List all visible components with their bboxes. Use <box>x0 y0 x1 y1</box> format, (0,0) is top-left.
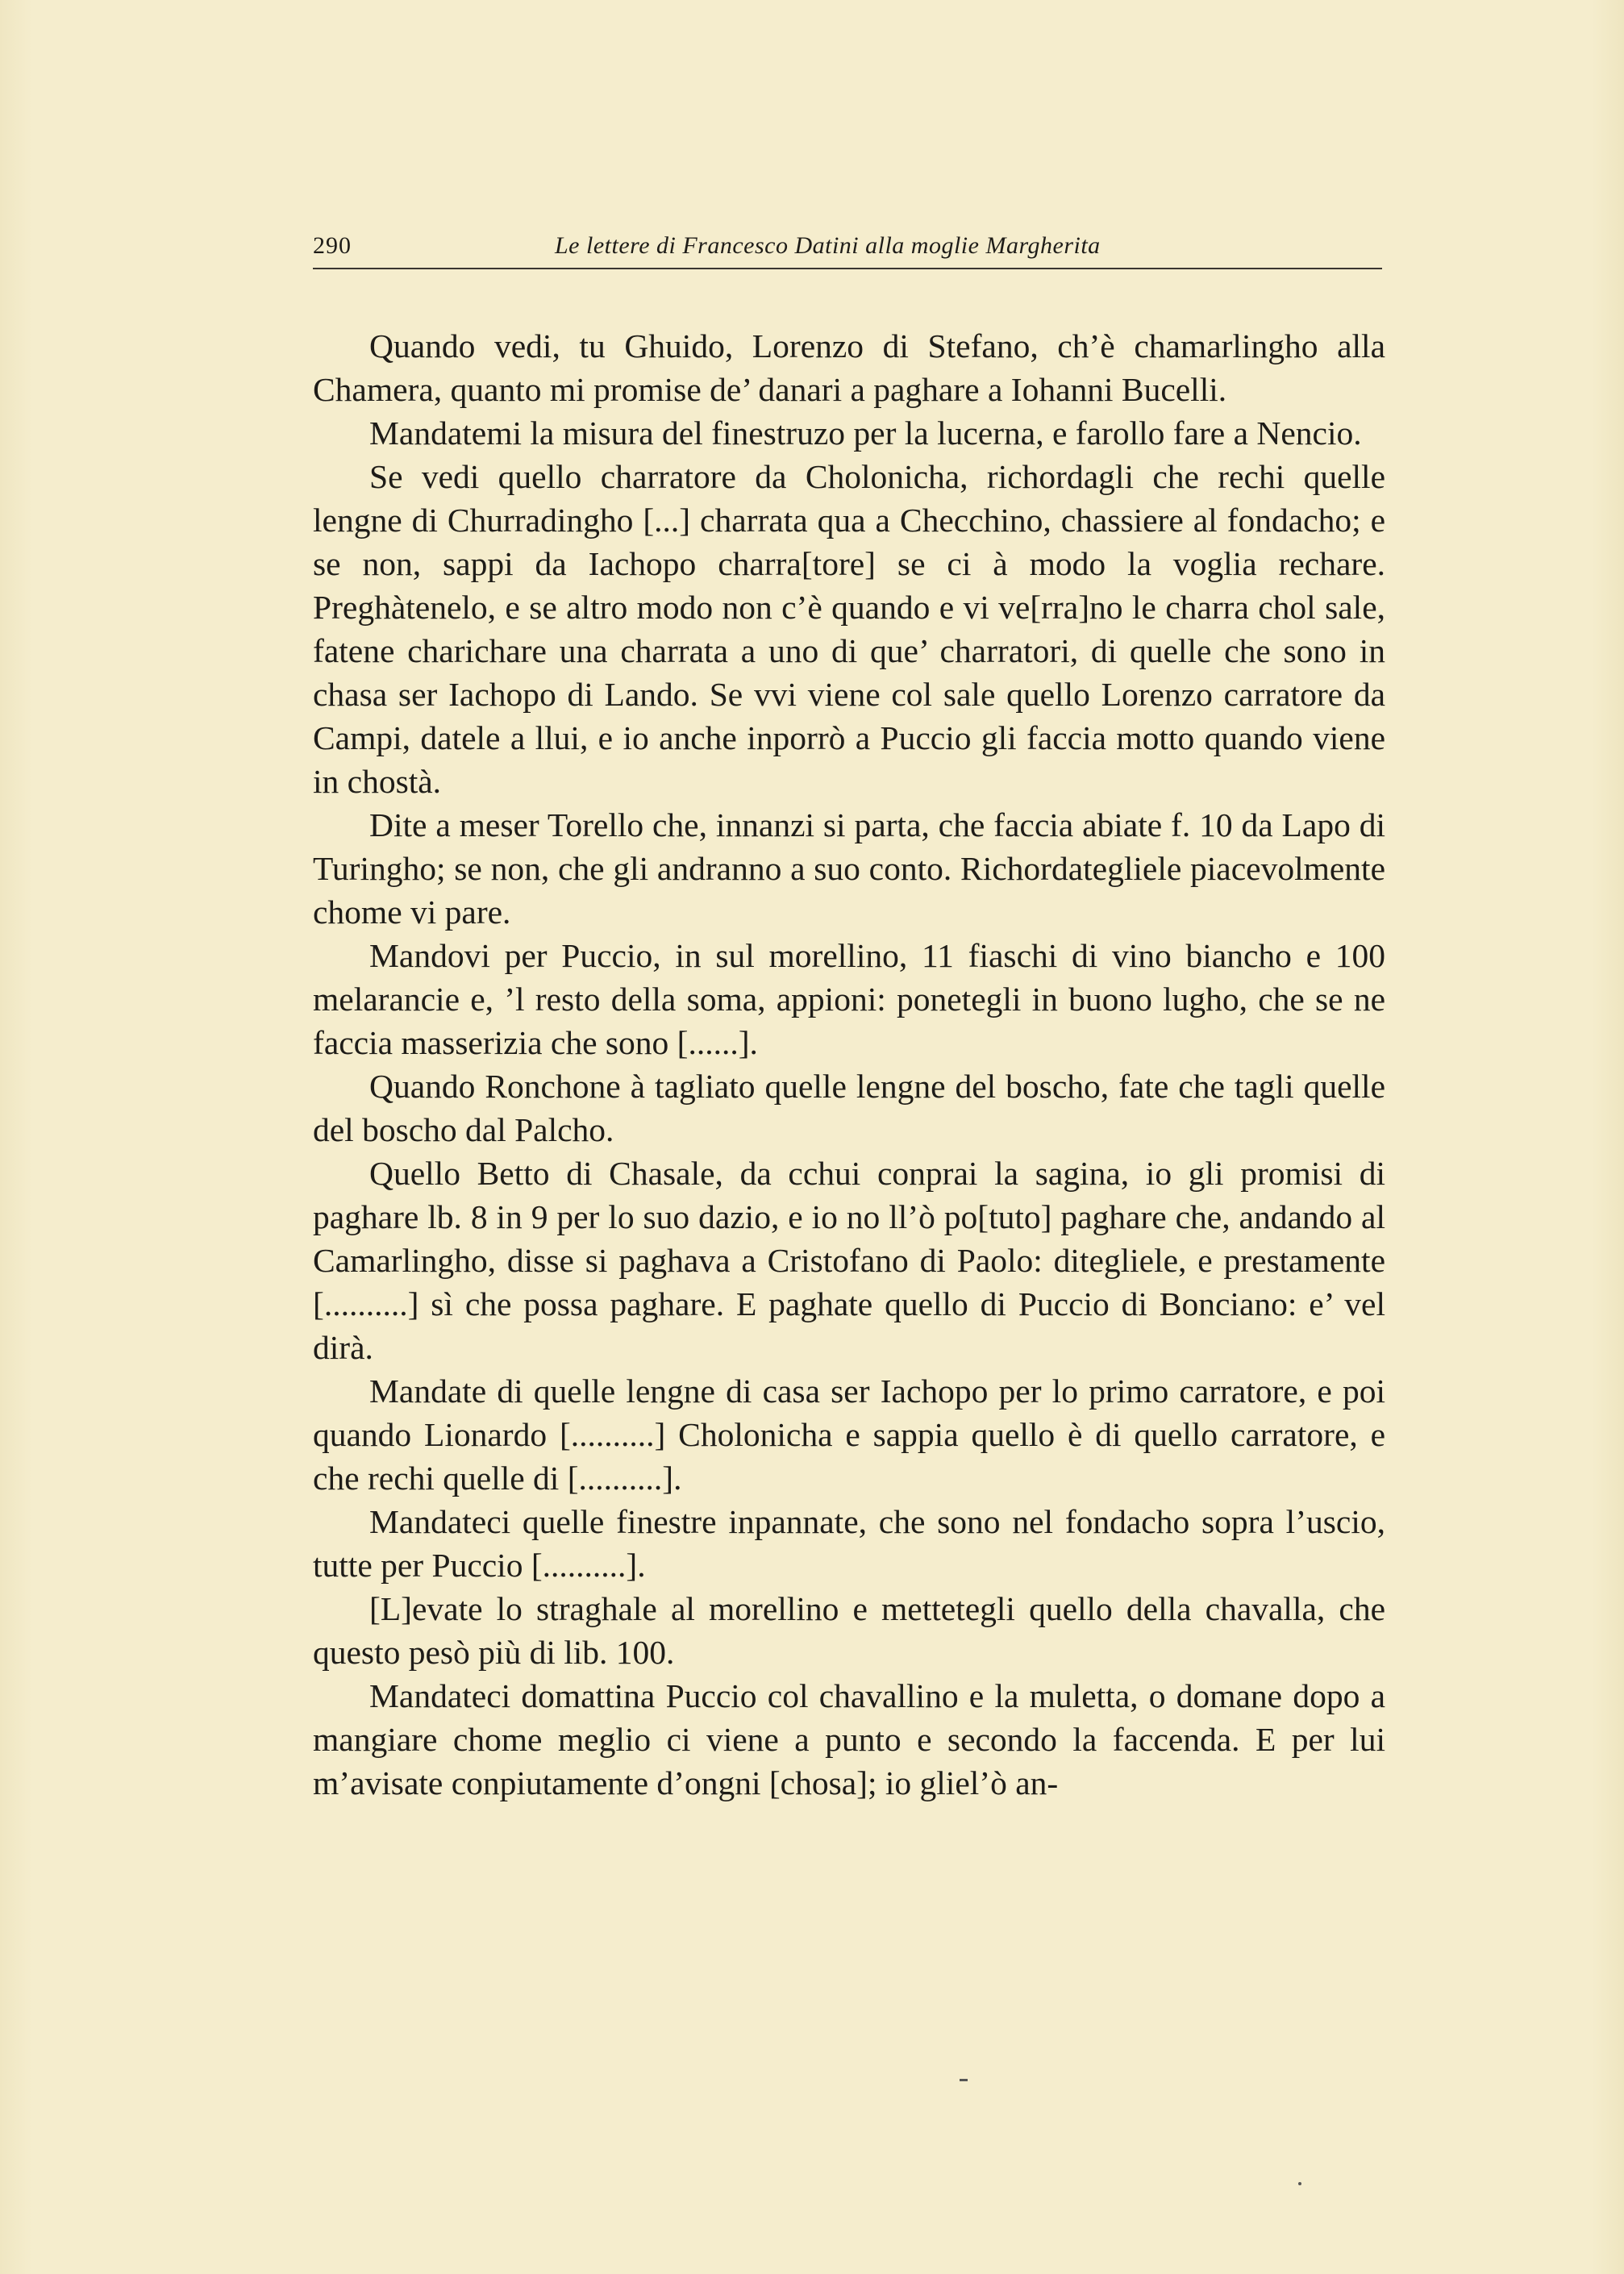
running-title: Le lettere di Francesco Datini alla moglie Margherita <box>555 232 1101 259</box>
paragraph: Quando vedi, tu Ghuido, Lorenzo di Stefano, ch’è chamarlingho alla Chamera, quanto mi promise de’ danari a paghare a Iohanni Bucelli. <box>313 327 1385 408</box>
running-header <box>313 226 1382 269</box>
paragraph: Mandovi per Puccio, in sul morellino, 11 fiaschi di vino biancho e 100 melarancie e, ’l resto della soma, appioni: ponetegli in buono lugho, che se ne faccia masserizia che sono [......]. <box>313 937 1385 1061</box>
paragraph: Quello Betto di Chasale, da cchui conprai la sagina, io gli promisi di paghare lb. 8 in 9 per lo suo dazio, e io no ll’ò po[tuto] paghare che, andando al Camarlingho, disse si paghava a Cristofano di Paolo: ditegliele, e prestamente [..........] sì che possa paghare. E paghate quello di Puccio di Bonciano: e’ vel dirà. <box>313 1155 1385 1366</box>
paper-mark <box>960 2079 968 2081</box>
paragraph: Mandate di quelle lengne di casa ser Iachopo per lo primo carratore, e poi quando Lionardo [..........] Cholonicha e sappia quello è di quello carratore, e che rechi quelle di [..........]. <box>313 1372 1385 1497</box>
paragraph: Mandateci quelle finestre inpannate, che sono nel fondacho sopra l’uscio, tutte per Puccio [..........]. <box>313 1503 1385 1584</box>
paragraph: [L]evate lo straghale al morellino e mettetegli quello della chavalla, che questo pesò più di lib. 100. <box>313 1590 1385 1671</box>
letter-body <box>313 324 1385 1805</box>
page-number: 290 <box>313 232 352 259</box>
paragraph: Dite a meser Torello che, innanzi si parta, che faccia abiate f. 10 da Lapo di Turingho; se non, che gli andranno a suo conto. Richordategliele piacevolmente chome vi pare. <box>313 806 1385 931</box>
paragraph: Se vedi quello charratore da Cholonicha, richordagli che rechi quelle lengne di Churradingho [...] charrata qua a Checchino, chassiere al fondacho; e se non, sappi da Iachopo charra[tore] se ci à modo la voglia rechare. Preghàtenelo, e se altro modo non c’è quando e vi ve[rra]no le charra chol sale, fatene charichare una charrata a uno di que’ charratori, di quelle che sono in chasa ser Iachopo di Lando. Se vvi viene col sale quello Lorenzo carratore da Campi, datele a llui, e io anche inporrò a Puccio gli faccia motto quando viene in chostà. <box>313 458 1385 800</box>
paragraph: Mandateci domattina Puccio col chavallino e la muletta, o domane dopo a mangiare chome meglio ci viene a punto e secondo la faccenda. E per lui m’avisate conpiutamente d’ongni [chosa]; io gliel’ò an- <box>313 1677 1385 1801</box>
paragraph: Mandatemi la misura del finestruzo per la lucerna, e farollo fare a Nencio. <box>369 414 1362 452</box>
paper-speck <box>1298 2182 1301 2185</box>
paragraph: Quando Ronchone à tagliato quelle lengne del boscho, fate che tagli quelle del boscho dal Palcho. <box>313 1068 1385 1148</box>
